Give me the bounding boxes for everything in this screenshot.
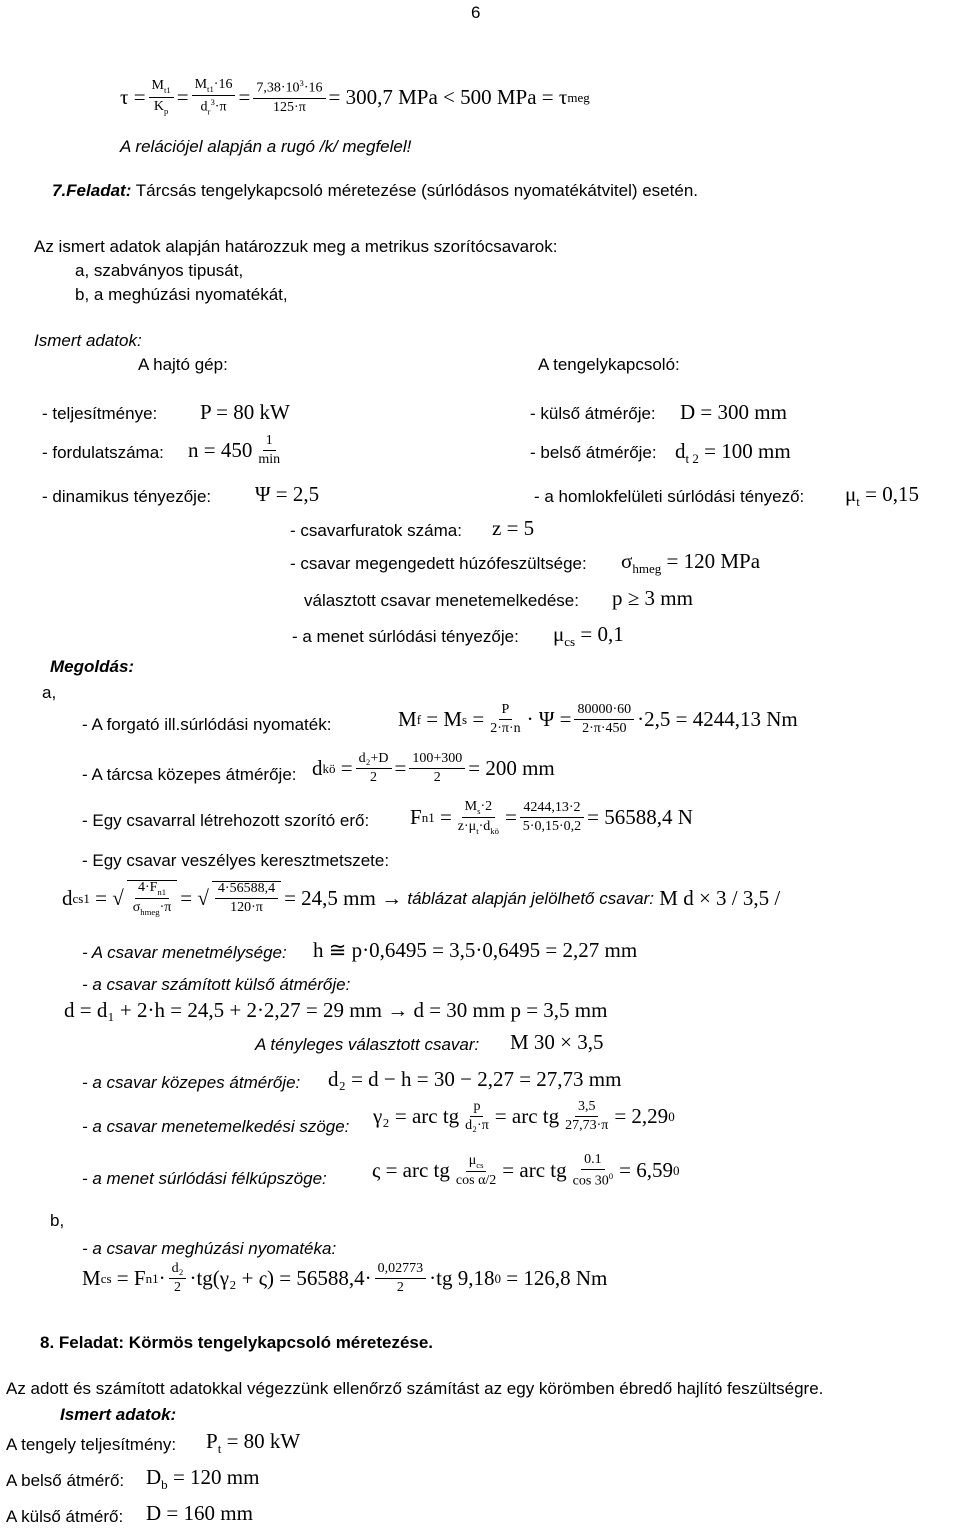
torque-formula <box>398 703 798 736</box>
torque-label: - A forgató ill.súrlódási nyomaték: <box>82 715 332 734</box>
tau-f3-num-sup: 3 <box>299 78 304 89</box>
task8-power-sym: P <box>206 1429 218 1453</box>
task8-inner-label: A belső átmérő: <box>6 1471 125 1490</box>
task8-power-sub: t <box>217 1441 222 1457</box>
tight-dot: · <box>158 1266 166 1290</box>
lead-label: - a csavar menetemelkedési szöge: <box>82 1117 350 1136</box>
clamp-eq2: = <box>504 805 517 830</box>
half-f1-den-rest: α/2 <box>478 1173 497 1189</box>
dmid-formula <box>312 752 555 785</box>
solution-b-label: b, <box>50 1211 65 1230</box>
machine-title: A hajtó gép: <box>138 355 228 374</box>
clamp-f1-den: z·μ <box>457 819 477 835</box>
task8-outer-label: A külső átmérő: <box>6 1507 124 1526</box>
lead-sup: 0 <box>668 1108 675 1124</box>
lead-formula <box>373 1100 675 1133</box>
mean-label: - a csavar közepes átmérője: <box>82 1073 301 1092</box>
tight-f2-den: 2 <box>396 1280 404 1295</box>
stress-formula <box>621 551 760 575</box>
thread-sub: cs <box>564 634 576 650</box>
lead-f1-num: p <box>470 1100 483 1117</box>
inner-formula <box>675 441 791 465</box>
task8-intro: Az adott és számított adatokkal végezzünk ellenőrző számítást az egy körömben ébredő hajlító feszültségre. <box>6 1379 824 1398</box>
dmid-lhs: d <box>312 756 323 780</box>
speed-unit-num: 1 <box>263 434 276 451</box>
torque-lhs: M <box>398 707 417 731</box>
friction-label: - a homlokfelületi súrlódási tényező: <box>534 487 805 506</box>
tau-lhs: τ = <box>120 84 146 109</box>
half-f1-den: cos <box>455 1173 475 1189</box>
task8-title: 8. Feladat: Körmös tengelykapcsoló méretezése. <box>40 1333 434 1352</box>
dcs-r1-num-sub: n1 <box>157 886 167 897</box>
half-f2-num: 0.1 <box>581 1153 605 1170</box>
holes-label: - csavarfuratok száma: <box>290 521 462 540</box>
dyn-formula: Ψ = 2,5 <box>255 482 320 506</box>
dmid-eq: = <box>340 756 353 780</box>
half-f1-num: μ <box>468 1152 477 1168</box>
section-label: - Egy csavar veszélyes keresztmetszete: <box>82 851 390 870</box>
tau-formula: τ = $\frac{M_{t1}}{K_p}$ = $\frac{M_{t1}\cdot 16}{d_r^3\cdot\pi}$ = $\frac{7,38\cdot 10^3\cdot 16}{125\cdot\pi}$ = 300,7 MPa < 500 MPa = τ meg <box>120 77 590 117</box>
depth-label: - A csavar menetmélysége: <box>82 943 287 962</box>
clamp-f1-num-rest: ·2 <box>480 799 493 814</box>
lead-result: = 2,29 <box>614 1104 669 1128</box>
coupling-title: A tengelykapcsoló: <box>538 355 680 374</box>
lead-mid: = arc tg <box>494 1104 560 1128</box>
dcs-r1-den-sub: hmeg <box>140 907 160 918</box>
holes-formula: z = 5 <box>492 516 535 540</box>
task7-label: 7.Feladat: <box>52 181 132 200</box>
friction-formula <box>845 484 919 508</box>
tight-f1-den: 2 <box>174 1280 182 1295</box>
friction-sym: μ <box>845 482 857 506</box>
tight-eq: = F <box>116 1266 146 1290</box>
dmid-f2-num: 100+300 <box>409 752 465 769</box>
friction-sub: t <box>856 494 860 510</box>
outerd-formula: d = d₁ + 2·h = 24,5 + 2·2,27 = 29 mm → d = 30 mm p = 3,5 mm <box>64 998 608 1022</box>
dmid-result: = 200 mm <box>468 756 555 780</box>
tight-end: = 126,8 Nm <box>506 1266 608 1290</box>
speed-unit-den: min <box>258 452 281 467</box>
half-f2-den-sup: 0 <box>608 1171 614 1181</box>
task8-known-title: Ismert adatok: <box>60 1405 177 1424</box>
half-f2-den: cos 30 <box>572 1173 609 1189</box>
tight-lhs: M <box>82 1266 101 1290</box>
clamp-f2-num: 4244,13·2 <box>520 801 583 818</box>
dcs-lhs-sub: cs1 <box>72 890 90 906</box>
clamp-f1-num-sub: s <box>477 805 481 816</box>
outer-label: - külső átmérője: <box>530 404 656 423</box>
stress-val: = 120 MPa <box>666 549 761 573</box>
tau-fraction-2 <box>192 78 236 117</box>
tau-fraction-3 <box>253 79 325 115</box>
torque-eq2: = <box>472 707 485 731</box>
tau-fraction-1 <box>149 79 174 115</box>
known-title: Ismert adatok: <box>34 331 142 350</box>
verdict-text: A relációjel alapján a rugó /k/ megfelel! <box>120 137 412 156</box>
tau-f2-den-rest: ·π <box>214 100 227 116</box>
task7-heading <box>52 182 698 199</box>
tight-lhs-sub: cs <box>100 1270 112 1286</box>
tau-f2-den: d <box>200 100 208 116</box>
tight-sup: 0 <box>494 1270 501 1286</box>
power-label: - teljesítménye: <box>42 404 158 423</box>
dcs-lhs: d <box>62 885 73 910</box>
torque-f2-den: 2·π·450 <box>582 721 627 736</box>
clamp-f2-den: 5·0,15·0,2 <box>522 819 582 835</box>
clamp-lhs: F <box>410 805 422 830</box>
torque-f2-num: 80000·60 <box>574 703 634 720</box>
dcs-r1-num: 4·F <box>137 880 158 895</box>
dmid-f2-den: 2 <box>433 770 441 785</box>
speed-label: - fordulatszáma: <box>42 443 164 462</box>
page-number: 6 <box>471 3 481 22</box>
dmid-f1-den: 2 <box>370 770 378 785</box>
tight-mid: ·tg(γ₂ + ς) = 56588,4· <box>189 1266 372 1290</box>
task8-outer-formula: D = 160 mm <box>146 1501 253 1525</box>
tau-result-sub: meg <box>567 89 590 105</box>
torque-eq-sub: s <box>462 711 468 727</box>
lead-f1-den: d₂·π <box>465 1118 489 1133</box>
thread-sym: μ <box>553 622 565 646</box>
stress-label: - csavar megengedett húzófeszültsége: <box>290 554 587 573</box>
pitch-label: választott csavar menetemelkedése: <box>304 591 579 610</box>
tight-f2-num: 0,02773 <box>375 1262 427 1279</box>
dyn-label: - dinamikus tényezője: <box>42 487 212 506</box>
tau-f3-den: 125·π <box>273 100 306 116</box>
mean-formula: d₂ = d − h = 30 − 2,27 = 27,73 mm <box>328 1067 622 1091</box>
tau-f2-num-sub: t1 <box>207 83 214 94</box>
friction-val: = 0,15 <box>865 482 919 506</box>
task8-power-label: A tengely teljesítmény: <box>6 1435 177 1454</box>
outer-formula: D = 300 mm <box>680 400 787 424</box>
half-label: - a menet súrlódási félkúpszöge: <box>82 1169 327 1188</box>
outerd-label: - a csavar számított külső átmérője: <box>82 975 351 994</box>
actual-bolt: M 30 × 3,5 <box>510 1030 604 1054</box>
clamp-f1-den-sub: t <box>476 826 479 837</box>
stress-sub: hmeg <box>632 561 662 577</box>
pitch-formula: p ≥ 3 mm <box>612 586 693 610</box>
tau-f2-den-sub: r <box>207 106 211 117</box>
clamp-result: = 56588,4 N <box>587 805 693 830</box>
half-result: = 6,59 <box>619 1158 673 1183</box>
stress-sym: σ <box>621 549 633 573</box>
dcs-result: = 24,5 mm → <box>284 885 403 910</box>
torque-f1-den: 2·π·n <box>490 721 521 736</box>
thread-label: - a menet súrlódási tényezője: <box>292 627 519 646</box>
task8-power-val: = 80 kW <box>226 1429 301 1453</box>
torque-mid: · Ψ = <box>526 707 572 731</box>
inner-val: = 100 mm <box>704 439 791 463</box>
task8-power-formula <box>206 1431 300 1455</box>
dcs-eq: = <box>95 885 107 910</box>
clamp-eq: = <box>439 805 452 830</box>
task8-inner-sub: b <box>161 1477 168 1493</box>
intro-line-3: b, a meghúzási nyomatékát, <box>75 285 288 304</box>
intro-line-1: Az ismert adatok alapján határozzuk meg a metrikus szorítócsavarok: <box>34 237 558 256</box>
lead-f2-num: 3,5 <box>575 1100 599 1117</box>
tight-f1-num: d₂ <box>169 1262 187 1279</box>
tau-f2-num-rest: ·16 <box>213 77 233 92</box>
tight-label: - a csavar meghúzási nyomatéka: <box>82 1239 337 1258</box>
clamp-f1-den-sub2: kö <box>490 826 499 837</box>
torque-f1-num: P <box>499 703 513 720</box>
dcs-eq2: = <box>180 885 193 910</box>
dcs-r2-num: 4·56588,4 <box>215 882 278 899</box>
power-formula: P = 80 kW <box>200 400 290 424</box>
speed-value: n = 450 <box>188 438 253 462</box>
speed-formula <box>188 434 286 467</box>
tight-result: ·tg 9,18 <box>429 1266 495 1290</box>
clamp-formula <box>410 800 693 836</box>
tau-f3-num: 7,38·10 <box>256 81 300 97</box>
solution-title: Megoldás: <box>50 657 135 676</box>
tau-f1-num: M <box>151 78 164 94</box>
half-mid: = arc tg <box>502 1158 567 1183</box>
tight-eq-sub: n1 <box>145 1270 159 1286</box>
lead-f2-den: 27,73·π <box>565 1118 609 1133</box>
dcs-r2-den: 120·π <box>230 900 263 916</box>
task7-text: Tárcsás tengelykapcsoló méretezése (súrlódásos nyomatékátvitel) esetén. <box>135 181 698 200</box>
dmid-lhs-sub: kö <box>322 760 336 776</box>
dmid-f1-num: d₂+D <box>356 752 392 769</box>
dmid-label: - A tárcsa közepes átmérője: <box>82 765 297 784</box>
tau-f1-den: K <box>153 98 165 114</box>
dcs-r1-den: σ <box>132 900 141 916</box>
intro-line-2: a, szabványos tipusát, <box>75 261 244 280</box>
tau-f1-den-sub: p <box>164 105 169 116</box>
clamp-f1-num: M <box>464 799 478 814</box>
dmid-eq2: = <box>394 756 407 780</box>
dcs-formula: d cs1 = √ $4\cdot F_{n1}$ $\sigma_{hmeg}\cdot\pi$ = √ $\frac{4\cdot 56588,4}{120\cdot\pi}$ = 24,5 mm → táblázat alapján jelölhető csavar: M d × 3 / 3,5 / <box>62 880 781 918</box>
dcs-r1-den-rest: ·π <box>159 900 172 916</box>
thread-val: = 0,1 <box>580 622 624 646</box>
torque-lhs-sub: f <box>416 711 422 727</box>
tight-formula <box>82 1262 607 1295</box>
torque-result: ·2,5 = 4244,13 Nm <box>637 707 798 731</box>
tau-f2-num: M <box>194 77 208 92</box>
inner-sym: d <box>675 439 686 463</box>
tau-result: = 300,7 MPa < 500 MPa = τ <box>328 84 568 109</box>
torque-eq: = M <box>426 707 463 731</box>
half-lhs: ς = arc tg <box>372 1158 450 1183</box>
inner-label: - belső átmérője: <box>530 443 657 462</box>
dcs-table-note: táblázat alapján jelölhető csavar: <box>407 888 655 908</box>
actual-label: A tényleges választott csavar: <box>255 1035 480 1054</box>
half-f1-num-sub: cs <box>476 1159 484 1170</box>
thread-formula <box>553 624 624 648</box>
tau-f2-den-sup: 3 <box>210 97 215 108</box>
lead-lhs: γ₂ = arc tg <box>373 1104 460 1128</box>
half-sup: 0 <box>672 1163 680 1179</box>
task8-inner-formula <box>146 1467 259 1491</box>
inner-sub: t 2 <box>685 451 699 467</box>
tau-f1-num-sub: t1 <box>164 85 171 96</box>
clamp-f1-den-rest: ·d <box>478 819 491 835</box>
task8-inner-val: = 120 mm <box>172 1465 260 1489</box>
tau-f3-num-rest: ·16 <box>303 81 323 97</box>
depth-formula: h ≅ p·0,6495 = 3,5·0,6495 = 2,27 mm <box>313 938 638 962</box>
half-formula <box>372 1153 679 1189</box>
dcs-bolt: M d × 3 / 3,5 / <box>659 885 781 910</box>
task8-inner-sym: D <box>146 1465 162 1489</box>
solution-a-label: a, <box>42 683 57 702</box>
clamp-lhs-sub: n1 <box>421 810 435 826</box>
clamp-label: - Egy csavarral létrehozott szorító erő: <box>82 811 370 830</box>
